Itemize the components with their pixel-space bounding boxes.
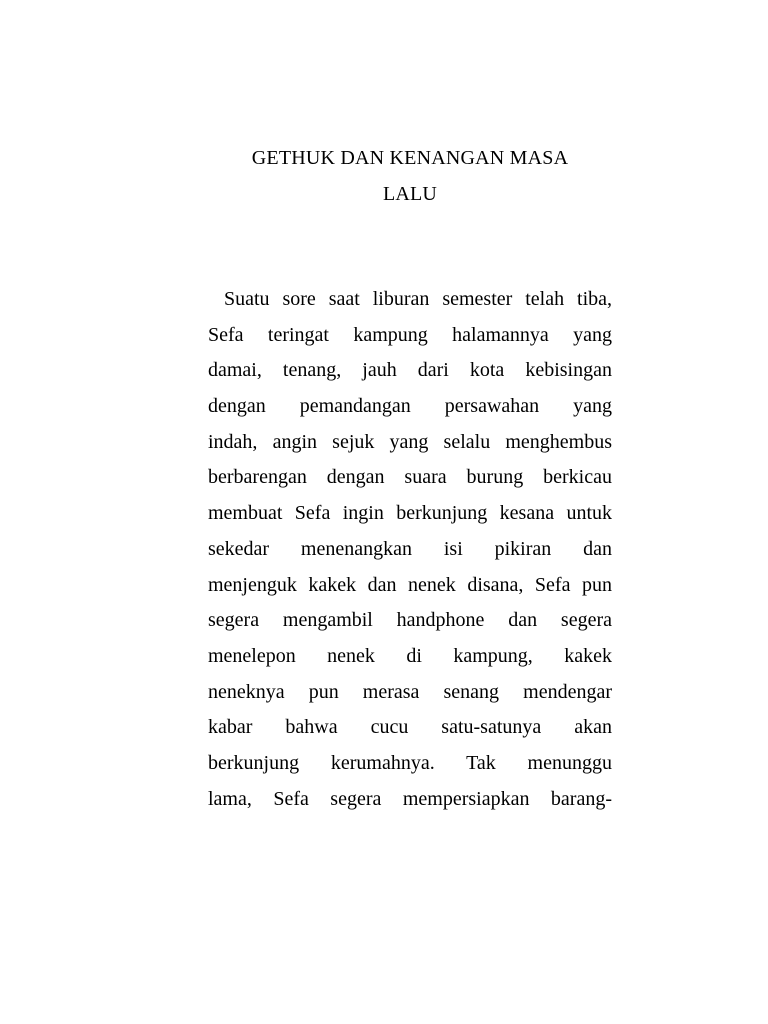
- title-line: LALU: [382, 183, 438, 205]
- paragraph-line: lama, Sefa segera mempersiapkan barang-: [208, 787, 612, 810]
- paragraph-line: segera mengambil handphone dan segera: [208, 609, 612, 632]
- paragraph-line: membuat Sefa ingin berkunjung kesana untuk: [208, 502, 612, 525]
- title-line: GETHUK DAN KENANGAN MASA: [251, 147, 569, 169]
- paragraph-line: kabar bahwa cucu satu-satunya akan: [208, 716, 612, 739]
- paragraph-line: neneknya pun merasa senang mendengar: [208, 680, 612, 703]
- page-title: [208, 140, 612, 212]
- paragraph-line: berbarengan dengan suara burung berkicau: [208, 466, 612, 489]
- paragraph-line: sekedar menenangkan isi pikiran dan: [208, 537, 612, 560]
- paragraph-line: Sefa teringat kampung halamannya yang: [208, 323, 612, 346]
- paragraph-line: Suatu sore saat liburan semester telah tiba,: [224, 288, 612, 310]
- paragraph-line: damai, tenang, jauh dari kota kebisingan: [208, 359, 612, 382]
- paragraph-line: menelepon nenek di kampung, kakek: [208, 644, 612, 667]
- paragraph-line: menjenguk kakek dan nenek disana, Sefa pun: [208, 573, 612, 596]
- paragraph-line: indah, angin sejuk yang selalu menghembus: [208, 430, 612, 453]
- body-paragraph: [208, 282, 612, 817]
- paragraph-line: berkunjung kerumahnya. Tak menunggu: [208, 751, 612, 774]
- paragraph-line: dengan pemandangan persawahan yang: [208, 395, 612, 418]
